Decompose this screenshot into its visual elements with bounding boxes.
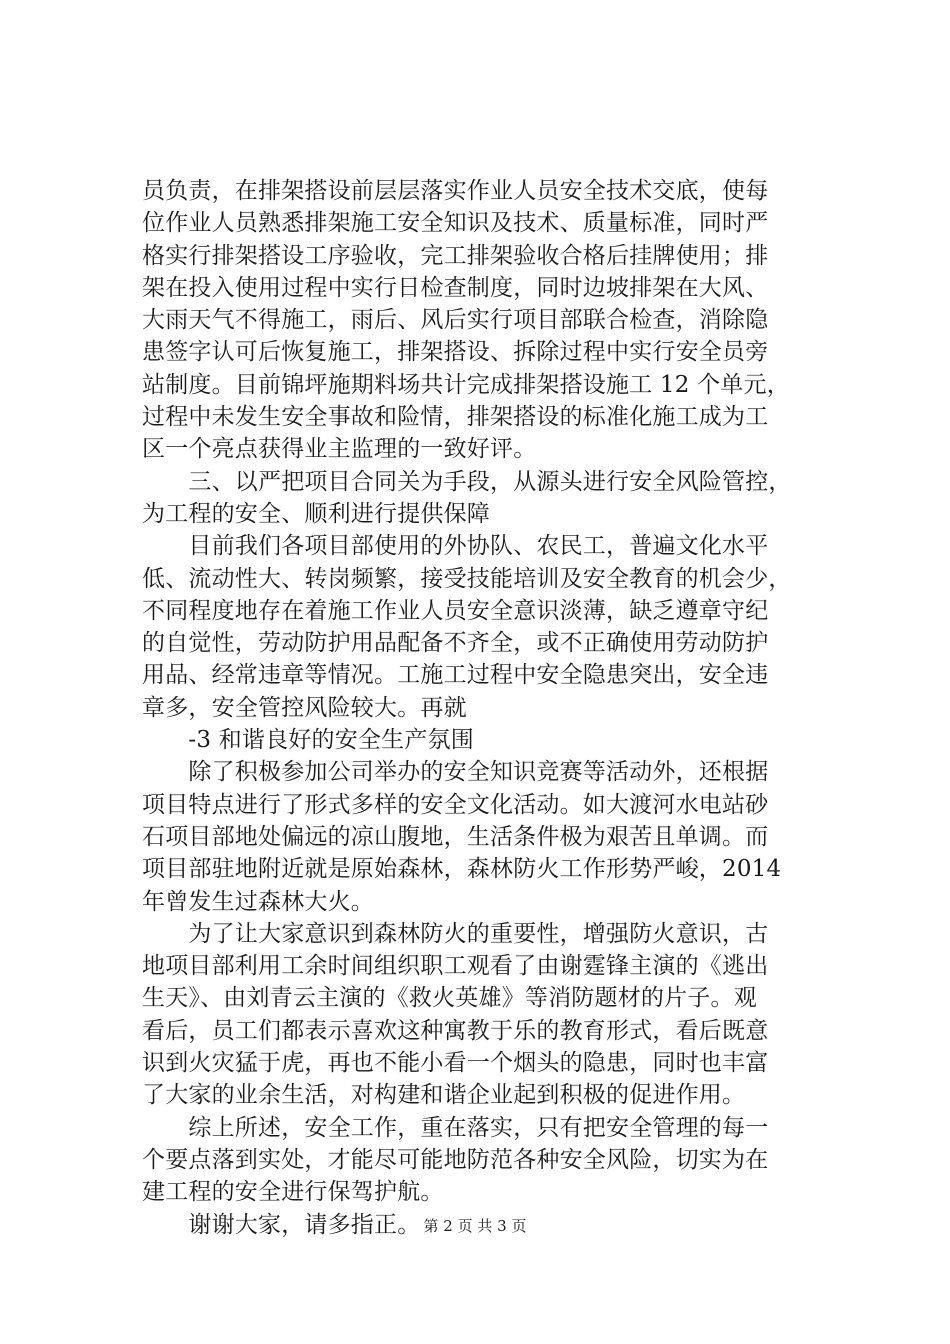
closing-line: 谢谢大家，请多指正。 [142, 1211, 421, 1238]
text-line: 不同程度地存在着施工作业人员安全意识淡薄，缺乏遵章守纪 [142, 597, 769, 624]
text-line: 章多，安全管控风险较大。再就 [142, 694, 467, 721]
text-line: 年曾发生过森林大火。 [142, 888, 374, 915]
text-line: 项目特点进行了形式多样的安全文化活动。如大渡河水电站砂 [142, 791, 769, 818]
text-line: 大雨天气不得施工，雨后、风后实行项目部联合检查，消除隐 [142, 307, 769, 334]
text-line: 了大家的业余生活，对构建和谐企业起到积极的促进作用。 [142, 1082, 746, 1109]
document-body [142, 175, 836, 1241]
text-line: -3 和谐良好的安全生产氛围 [142, 727, 474, 754]
text-line: 架在投入使用过程中实行日检查制度，同时边坡排架在大风、 [142, 274, 769, 301]
text-line: 位作业人员熟悉排架施工安全知识及技术、质量标准，同时严 [142, 210, 769, 237]
text-line: 格实行排架搭设工序验收，完工排架验收合格后挂牌使用；排 [142, 242, 769, 269]
text-line: 综上所述，安全工作，重在落实，只有把安全管理的每一 [142, 1114, 769, 1141]
text-line: 目前我们各项目部使用的外协队、农民工，普遍文化水平 [142, 533, 769, 560]
text-line: 的自觉性，劳动防护用品配备不齐全，或不正确使用劳动防护 [142, 630, 769, 657]
text-line: 项目部驻地附近就是原始森林，森林防火工作形势严峻，2014 [142, 856, 782, 883]
text-line: 员负责，在排架搭设前层层落实作业人员安全技术交底，使每 [142, 178, 769, 204]
text-line: 除了积极参加公司举办的安全知识竞赛等活动外，还根据 [142, 759, 769, 786]
text-line: 建工程的安全进行保驾护航。 [142, 1179, 444, 1206]
page-footer: 第 2 页 共 3 页 [423, 1217, 527, 1235]
text-line: 用品、经常违章等情况。工施工过程中安全隐患突出，安全违 [142, 662, 769, 689]
text-line: 患签字认可后恢复施工，排架搭设、拆除过程中实行安全员旁 [142, 339, 769, 366]
text-line: 看后，员工们都表示喜欢这种寓教于乐的教育形式，看后既意 [142, 1017, 769, 1044]
text-line: 低、流动性大、转岗频繁，接受技能培训及安全教育的机会少， [142, 565, 792, 592]
text-line: 为了让大家意识到森林防火的重要性，增强防火意识，古 [142, 920, 769, 947]
text-line: 过程中未发生安全事故和险情，排架搭设的标准化施工成为工 [142, 404, 769, 431]
text-line: 站制度。目前锦坪施期料场共计完成排架搭设施工 12 个单元， [142, 371, 790, 398]
text-line: 生天》、由刘青云主演的《救火英雄》等消防题材的片子。观 [142, 985, 757, 1012]
section-heading-line: 为工程的安全、顺利进行提供保障 [142, 500, 490, 527]
section-heading-line: 三、以严把项目合同关为手段，从源头进行安全风险管控， [142, 468, 792, 495]
text-line: 石项目部地处偏远的凉山腹地，生活条件极为艰苦且单调。而 [142, 823, 769, 850]
text-line: 个要点落到实处，才能尽可能地防范各种安全风险，切实为在 [142, 1146, 769, 1173]
text-line: 地项目部利用工余时间组织职工观看了由谢霆锋主演的《逃出 [142, 953, 769, 980]
text-line: 区一个亮点获得业主监理的一致好评。 [142, 436, 537, 463]
text-line: 识到火灾猛于虎，再也不能小看一个烟头的隐患，同时也丰富 [142, 1050, 769, 1077]
